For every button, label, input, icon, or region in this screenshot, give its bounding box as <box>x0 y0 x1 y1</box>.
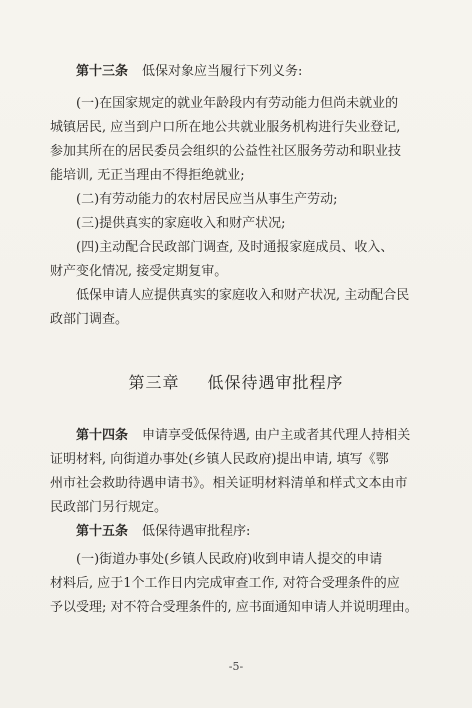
paragraph-line: 能培训, 无正当理由不得拒绝就业; <box>50 168 245 183</box>
paragraph-line: 州市社会救助待遇申请书》。相关证明材料清单和样式文本由市 <box>50 476 408 491</box>
article-text: 低保对象应当履行下列义务: <box>142 64 303 79</box>
paragraph-line: 证明材料, 向街道办事处(乡镇人民政府)提出申请, 填写《鄂 <box>50 452 389 467</box>
paragraph-line: (四)主动配合民政部门调查, 及时通报家庭成员、收入、 <box>76 240 394 255</box>
section-obligations <box>50 60 442 332</box>
article-number: 第十五条 <box>76 524 129 539</box>
paragraph-line: (一)街道办事处(乡镇人民政府)收到申请人提交的申请 <box>76 552 383 567</box>
paragraph-line: 低保申请人应提供真实的家庭收入和财产状况, 主动配合民 <box>76 288 410 303</box>
article-15-heading <box>50 520 442 544</box>
paragraph-line: 财产变化情况, 接受定期复审。 <box>50 264 228 279</box>
article-text: 申请享受低保待遇, 由户主或者其代理人持相关 <box>142 428 411 443</box>
page-number: -5- <box>228 660 244 673</box>
paragraph-line: (三)提供真实的家庭收入和财产状况; <box>76 216 286 231</box>
paragraph-line: 城镇居民, 应当到户口所在地公共就业服务机构进行失业登记, <box>50 120 401 135</box>
article-14-heading <box>50 424 442 448</box>
chapter-heading <box>0 370 472 393</box>
paragraph-line: 予以受理; 对不符合受理条件的, 应书面通知申请人并说明理由。 <box>50 600 418 615</box>
article-number: 第十三条 <box>76 64 129 79</box>
paragraph-line: (二)有劳动能力的农村居民应当从事生产劳动; <box>76 192 338 207</box>
article-number: 第十四条 <box>76 428 129 443</box>
section-procedure <box>50 424 442 620</box>
article-13-heading <box>50 60 442 84</box>
paragraph-line: 政部门调查。 <box>50 312 129 327</box>
paragraph-line: 参加其所在的居民委员会组织的公益性社区服务劳动和职业技 <box>50 144 402 159</box>
article-text: 低保待遇审批程序: <box>142 524 251 539</box>
chapter-title: 低保待遇审批程序 <box>207 373 344 392</box>
paragraph-line: 材料后, 应于1个工作日内完成审查工作, 对符合受理条件的应 <box>50 576 400 591</box>
chapter-number: 第三章 <box>128 373 180 392</box>
paragraph-line: (一)在国家规定的就业年龄段内有劳动能力但尚未就业的 <box>76 96 399 111</box>
paragraph-line: 民政部门另行规定。 <box>50 500 168 515</box>
